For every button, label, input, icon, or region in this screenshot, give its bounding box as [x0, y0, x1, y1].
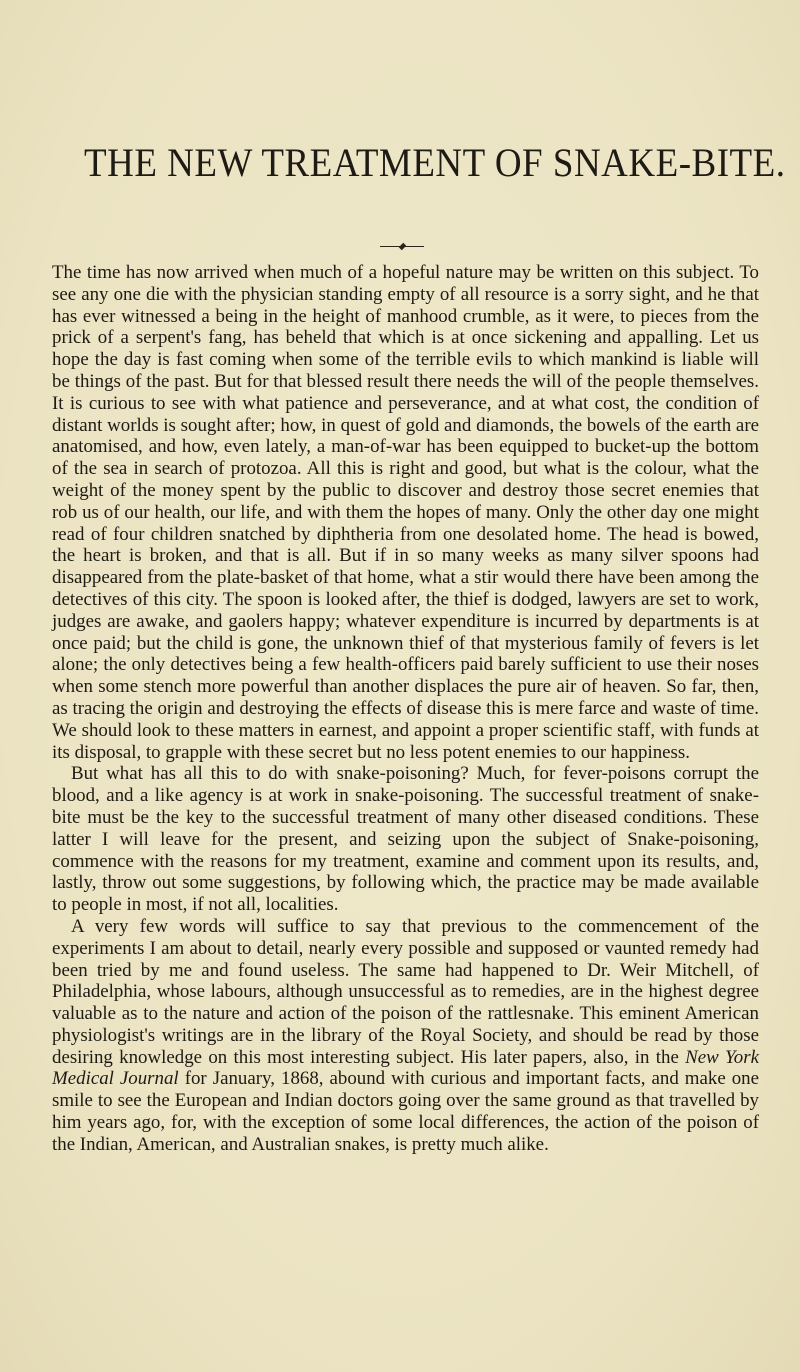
paragraph-3 — [52, 916, 759, 1156]
paragraph-2: But what has all this to do with snake-poisoning? Much, for fever-poisons corrupt the blood, and a like agency is at work in snake-poisoning. The successful treatment of snake-bite must be the key to the successful treatment of many other diseased conditions. These latter I will leave for the present, and seizing upon the subject of Snake-poisoning, commence with the reasons for my treatment, examine and comment upon its results, and, lastly, throw out some suggestions, by following which, the practice may be made available to people in most, if not all, localities. — [52, 763, 759, 916]
paragraph-3-text-end: for January, 1868, abound with curious and important facts, and make one smile to see the European and Indian doctors going over the same ground as that travelled by him years ago, for, with the exception of some local differences, the action of the poison of the Indian, American, and Australian snakes, is pretty much alike. — [52, 1068, 759, 1155]
paragraph-3-text-start: A very few words will suffice to say that previous to the commencement of the experiments I am about to detail, nearly every possible and supposed or vaunted remedy had been tried by me and found useless. The same had happened to Dr. Weir Mitchell, of Philadelphia, whose labours, although unsuccessful as to remedies, are in the highest degree valuable as to the nature and action of the poison of the rattlesnake. This eminent American physiologist's writings are in the library of the Royal Society, and should be read by those desiring knowledge on this most interesting subject. His later papers, also, in the — [52, 915, 759, 1068]
journal-title: New York Medical Journal — [52, 1046, 759, 1090]
page-title: THE NEW TREATMENT OF SNAKE-BITE. — [84, 141, 786, 186]
title-ornament-divider — [380, 240, 424, 252]
divider-diamond-icon — [399, 243, 406, 250]
body-text — [52, 262, 759, 1156]
paragraph-1: The time has now arrived when much of a hopeful nature may be written on this subject. To see any one die with the physician standing empty of all resource is a sorry sight, and he that has ever witnessed a being in the height of manhood crumble, as it were, to pieces from the prick of a serpent's fang, has beheld that which is at once sickening and appalling. Let us hope the day is fast coming when some of the terrible evils to which mankind is liable will be things of the past. But for that blessed result there needs the will of the people themselves. It is curious to see with what patience and perseverance, and at what cost, the condition of distant worlds is sought after; how, in quest of gold and diamonds, the bowels of the earth are anatomised, and how, even lately, a man-of-war has been equipped to bucket-up the bottom of the sea in search of protozoa. All this is right and good, but what is the colour, what the weight of the money spent by the public to discover and destroy those secret enemies that rob us of our health, our life, and with them the hopes of many. Only the other day one might read of four children snatched by diphtheria from one desolated home. The head is bowed, the heart is broken, and that is all. But if in so many weeks as many silver spoons had disappeared from the plate-basket of that home, what a stir would there have been among the detectives of this city. The spoon is looked after, the thief is dodged, lawyers are set to work, judges are awake, and gaolers happy; whatever expenditure is incurred by departments is at once paid; but the child is gone, the unknown thief of that mysterious family of fevers is let alone; the only detectives being a few health-officers paid barely sufficient to use their noses when some stench more powerful than another displaces the pure air of heaven. So far, then, as tracing the origin and destroying the effects of disease this is mere farce and waste of time. We should look to these matters in earnest, and appoint a proper scientific staff, with funds at its disposal, to grapple with these secret but no less potent enemies to our happiness. — [52, 262, 759, 763]
